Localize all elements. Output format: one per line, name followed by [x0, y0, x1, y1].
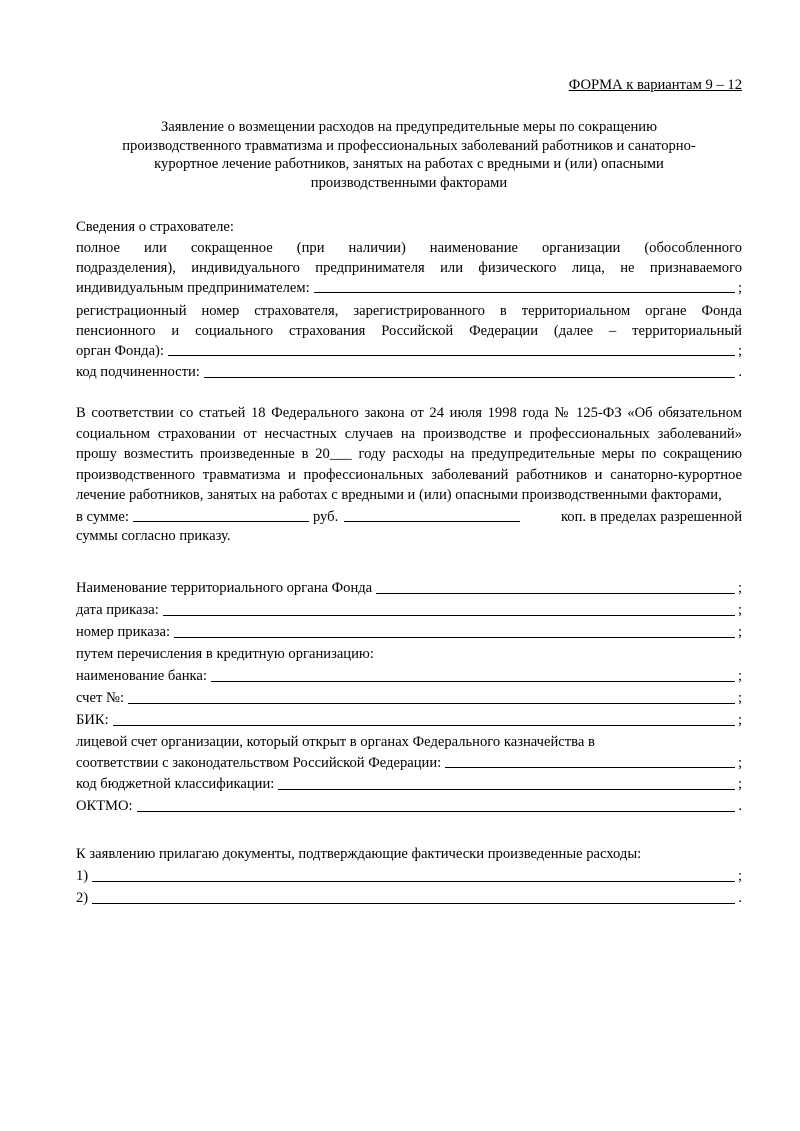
attachment-1-blank[interactable] [92, 865, 735, 882]
order-number-field [76, 621, 742, 643]
field-label: ОКТМО: [76, 798, 133, 814]
field-label: орган Фонда): [76, 342, 164, 359]
punct: ; [737, 342, 742, 359]
reg-number-text: регистрационный номер страхователя, зарегистрированного в территориальном органе Фонда [76, 302, 742, 319]
title-line: производственного травматизма и профессиональных заболеваний работников и санаторно- [122, 137, 696, 154]
transfer-text: путем перечисления в кредитную организацию: [76, 646, 374, 662]
reg-number-blank[interactable] [168, 339, 735, 356]
insurer-name-text: полное или сокращенное (при наличии) наименование организации (обособленного [76, 239, 742, 256]
budget-code-blank[interactable] [278, 773, 735, 790]
field-label: соответствии с законодательством Российской Федерации: [76, 755, 442, 771]
fund-org-blank[interactable] [376, 577, 735, 594]
punct: ; [737, 868, 742, 884]
rub-label: руб. [312, 509, 339, 525]
sum-field [76, 506, 742, 527]
request-section [76, 403, 742, 547]
account-field [76, 687, 742, 709]
title-line: курортное лечение работников, занятых на работах с вредными и (или) опасными [154, 156, 664, 172]
punct: . [738, 363, 742, 380]
insurer-name-field [76, 279, 742, 298]
personal-account-text: лицевой счет организации, который открыт в органах Федерального казначейства в [76, 734, 595, 750]
punct: ; [737, 712, 742, 728]
field-label: дата приказа: [76, 602, 159, 618]
field-label: Наименование территориального органа Фонда [76, 580, 373, 596]
field-label: БИК: [76, 712, 109, 728]
attachments-section [76, 843, 742, 909]
title-line: производственными факторами [310, 174, 508, 191]
document-title [76, 118, 742, 192]
item-number: 1) [76, 868, 89, 884]
order-date-blank[interactable] [163, 599, 735, 616]
budget-code-field [76, 773, 742, 795]
punct: ; [737, 668, 742, 684]
attachment-item-2 [76, 887, 742, 909]
order-date-field [76, 599, 742, 621]
reg-number-field [76, 342, 742, 361]
request-text: В соответствии со статьей 18 Федерального закона от 24 июля 1998 года № 125-ФЗ «Об обязательном социальном страховании от несчастных случаев на производстве и профессиональных заболеваний» прошу возместить произведенные в 20___ году расходы на предупредительные меры по сокращению производственного травматизма и профессиональных заболеваний работников и санаторно-курортное лечение работников, занятых на работах с вредными и (или) опасными производственными факторами, [76, 405, 742, 503]
oktmo-blank[interactable] [137, 795, 736, 812]
account-blank[interactable] [128, 687, 735, 704]
punct: ; [737, 602, 742, 618]
punct: ; [737, 279, 742, 296]
order-number-blank[interactable] [174, 621, 735, 638]
kop-label: коп. в пределах разрешенной [560, 509, 742, 525]
personal-account-field [76, 753, 742, 773]
sum-end-text: суммы согласно приказу. [76, 528, 231, 544]
subordination-code-field [76, 361, 742, 383]
bik-blank[interactable] [113, 709, 735, 726]
field-label: индивидуальным предпринимателем: [76, 279, 310, 296]
insurer-name-text: подразделения), индивидуального предпринимателя или физического лица, не признаваемого [76, 260, 742, 276]
item-number: 2) [76, 890, 89, 906]
punct: ; [737, 776, 742, 792]
sum-kop-blank[interactable] [344, 507, 520, 522]
bank-name-field [76, 665, 742, 687]
field-label: номер приказа: [76, 624, 171, 640]
insurer-section [76, 217, 742, 383]
punct: ; [737, 624, 742, 640]
attachment-item-1 [76, 865, 742, 887]
form-label: ФОРМА к вариантам 9 – 12 [568, 77, 742, 93]
field-label: счет №: [76, 690, 125, 706]
fund-section [76, 577, 742, 817]
punct: . [738, 798, 742, 814]
field-label: код бюджетной классификации: [76, 776, 275, 792]
attachment-2-blank[interactable] [92, 887, 735, 904]
punct: ; [737, 690, 742, 706]
subordination-code-blank[interactable] [204, 361, 735, 378]
field-label: код подчиненности: [76, 363, 200, 380]
sum-rub-blank[interactable] [133, 507, 309, 522]
reg-number-text: пенсионного и социального страхования Российской Федерации (далее – территориальный [76, 323, 742, 339]
title-line: Заявление о возмещении расходов на предупредительные меры по сокращению [160, 119, 658, 135]
insurer-heading: Сведения о страхователе: [76, 219, 234, 235]
insurer-name-blank[interactable] [314, 276, 735, 293]
punct: ; [737, 580, 742, 596]
bik-field [76, 709, 742, 731]
oktmo-field [76, 795, 742, 817]
personal-account-blank[interactable] [445, 751, 735, 768]
attachments-heading: К заявлению прилагаю документы, подтверждающие фактически произведенные расходы: [76, 846, 642, 862]
punct: . [738, 890, 742, 906]
punct: ; [737, 755, 742, 771]
bank-name-blank[interactable] [211, 665, 735, 682]
fund-org-field [76, 577, 742, 599]
field-label: наименование банка: [76, 668, 207, 684]
field-label: в сумме: [76, 509, 129, 525]
